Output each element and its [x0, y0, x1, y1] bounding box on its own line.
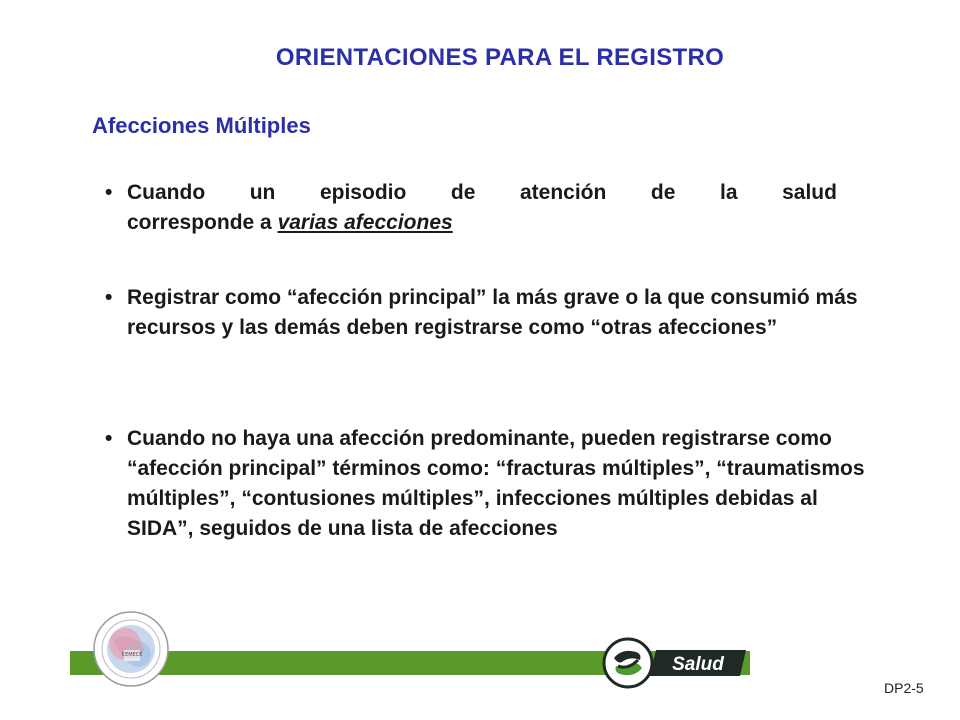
word: atención [519, 181, 607, 204]
underlined-emphasis: varias afecciones [277, 211, 453, 234]
bullet-item-2 [105, 283, 867, 343]
word: salud [782, 181, 837, 204]
bullet-dot: • [105, 181, 113, 204]
slide-title: ORIENTACIONES PARA EL REGISTRO [275, 44, 725, 71]
cemece-logo-icon [92, 610, 170, 688]
bullet-dot: • [105, 427, 113, 450]
slide-subtitle: Afecciones Múltiples [92, 113, 311, 138]
salud-logo-text: Salud [672, 654, 724, 675]
cemece-logo-text: CEMECE [121, 652, 143, 658]
bullet-3-text: Cuando no haya una afección predominante, pueden registrarse como “afección principal” términos como: “fracturas múltiples”, “traumatismos múltiples”, “contusiones múltiples”, infecciones múltiples debidas al SIDA”, seguidos de una lista de afecciones [127, 427, 865, 540]
word: Cuando [127, 181, 206, 204]
salud-logo-icon [598, 636, 748, 690]
bullet-item-1 [105, 178, 837, 238]
bullet-1-line-1 [127, 178, 837, 208]
word: de [650, 181, 676, 204]
bullet-2-text: Registrar como “afección principal” la más grave o la que consumió más recursos y las demás deben registrarse como “otras afecciones” [127, 286, 858, 339]
word: la [720, 181, 738, 204]
bullet-dot: • [105, 286, 113, 309]
bullet-1-prefix: corresponde a [127, 211, 278, 234]
bullet-1-line-2 [127, 208, 837, 238]
bullet-item-3 [105, 424, 887, 544]
slide-page-id: DP2-5 [884, 680, 924, 696]
word: episodio [319, 181, 407, 204]
word: de [450, 181, 476, 204]
word: un [249, 181, 276, 204]
